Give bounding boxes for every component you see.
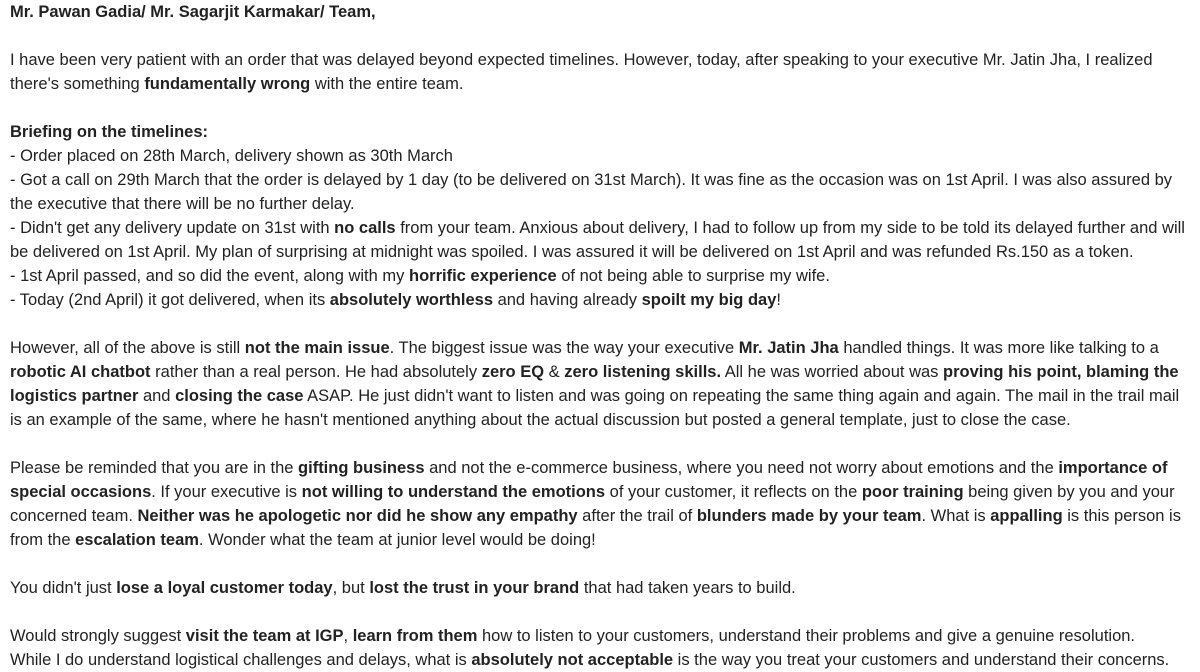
bold-text: blunders made by your team	[696, 507, 922, 525]
text-run: , but	[332, 579, 370, 597]
bold-text: zero listening skills.	[564, 363, 722, 381]
text-run: I have been very patient with an order that was delayed beyond expected timelines. However, today, after speaking to your executive Mr. Jatin Jha, I realized there's something	[10, 51, 1153, 93]
bold-text: absolutely not acceptable	[471, 651, 674, 669]
text-line	[10, 48, 1190, 96]
suggestion-paragraph	[10, 624, 1190, 672]
bold-text: closing the case	[175, 387, 304, 405]
text-run: ,	[343, 627, 353, 645]
text-run: - Didn't get any delivery update on 31st with	[10, 219, 335, 237]
trust-paragraph	[10, 576, 1190, 600]
bold-text: escalation team	[75, 531, 199, 549]
text-line	[10, 576, 1190, 600]
text-line	[10, 216, 1190, 264]
text-line	[10, 168, 1190, 216]
text-line	[10, 456, 1190, 552]
text-run: after the trail of	[577, 507, 697, 525]
text-run: Please be reminded that you are in the	[10, 459, 299, 477]
text-run: and	[138, 387, 176, 405]
text-run: of your customer, it reflects on the	[605, 483, 862, 501]
bold-text: poor training	[861, 483, 964, 501]
gifting-paragraph	[10, 456, 1190, 552]
text-run: is the way you treat your customers and understand their concerns.	[673, 651, 1170, 669]
salutation-text: Mr. Pawan Gadia/ Mr. Sagarjit Karmakar/ Team,	[10, 3, 376, 21]
text-run: . What is	[921, 507, 991, 525]
text-run: While I do understand logistical challenges and delays, what is	[10, 651, 472, 669]
text-line	[10, 120, 1190, 144]
text-run: of not being able to surprise my wife.	[556, 267, 830, 285]
text-run: . Wonder what the team at junior level would be doing!	[198, 531, 596, 549]
text-run: - Today (2nd April) it got delivered, when its	[10, 291, 330, 309]
text-run: being given by you and your concerned team.	[10, 483, 1175, 525]
text-run: &	[544, 363, 565, 381]
bold-text: robotic AI chatbot	[10, 363, 151, 381]
intro-paragraph	[10, 48, 1190, 96]
bold-text: gifting business	[298, 459, 425, 477]
text-run: that had taken years to build.	[579, 579, 796, 597]
bold-text: not the main issue	[244, 339, 390, 357]
text-line	[10, 624, 1190, 648]
bold-text: horrific experience	[408, 267, 557, 285]
text-run: ASAP. He just didn't want to listen and was going on repeating the same thing again and again. The mail in the trail mail is an example of the same, where he hasn't mentioned anything about the actual discussion but posted a general template, just to close the case.	[10, 387, 1180, 429]
text-run: and having already	[493, 291, 642, 309]
bold-text: visit the team at IGP	[185, 627, 344, 645]
text-run: !	[776, 291, 781, 309]
text-run: - Got a call on 29th March that the order is delayed by 1 day (to be delivered on 31st March). It was fine as the occasion was on 1st April. I was also assured by the executive that there will be no further delay.	[10, 171, 1173, 213]
text-run: with the entire team.	[310, 75, 464, 93]
bold-text: Mr. Jatin Jha	[738, 339, 839, 357]
text-run: . If your executive is	[151, 483, 302, 501]
text-line	[10, 336, 1190, 432]
bold-text: lost the trust in your brand	[369, 579, 580, 597]
text-run: how to listen to your customers, understand their problems and give a genuine resolution.	[477, 627, 1136, 645]
bold-text: no calls	[334, 219, 396, 237]
salutation	[10, 0, 1190, 24]
main-issue-paragraph	[10, 336, 1190, 432]
bold-text: not willing to understand the emotions	[301, 483, 606, 501]
bold-text: lose a loyal customer today	[116, 579, 333, 597]
text-line	[10, 288, 1190, 312]
text-run: However, all of the above is still	[10, 339, 245, 357]
bold-text: zero EQ	[481, 363, 545, 381]
bold-text: Neither was he apologetic nor did he show any empathy	[137, 507, 578, 525]
text-run: - Order placed on 28th March, delivery shown as 30th March	[10, 147, 453, 165]
bold-text: importance of special occasions	[10, 459, 1168, 501]
timeline-paragraph	[10, 120, 1190, 312]
bold-text: fundamentally wrong	[144, 75, 311, 93]
bold-text: learn from them	[352, 627, 478, 645]
bold-text: absolutely worthless	[329, 291, 493, 309]
text-line	[10, 648, 1190, 672]
bold-text: appalling	[990, 507, 1063, 525]
bold-text: proving his point, blaming the logistics partner	[10, 363, 1179, 405]
text-run: . The biggest issue was the way your executive	[389, 339, 739, 357]
text-line	[10, 264, 1190, 288]
text-run: and not the e-commerce business, where you need not worry about emotions and the	[424, 459, 1059, 477]
text-run: handled things. It was more like talking to a	[838, 339, 1159, 357]
paragraph-list	[10, 48, 1190, 672]
text-run: - 1st April passed, and so did the event, along with my	[10, 267, 409, 285]
bold-text: spoilt my big day	[641, 291, 777, 309]
text-line	[10, 144, 1190, 168]
text-run: Would strongly suggest	[10, 627, 186, 645]
bold-text: Briefing on the timelines:	[10, 123, 209, 141]
text-run: from your team. Anxious about delivery, I had to follow up from my side to be told its delayed further and will be delivered on 1st April. My plan of surprising at midnight was spoiled. I was assured it will be delivered on 1st April and was refunded Rs.150 as a token.	[10, 219, 1185, 261]
text-run: is this person is from the	[10, 507, 1181, 549]
text-run: rather than a real person. He had absolutely	[150, 363, 482, 381]
text-run: You didn't just	[10, 579, 117, 597]
text-run: All he was worried about was	[721, 363, 943, 381]
